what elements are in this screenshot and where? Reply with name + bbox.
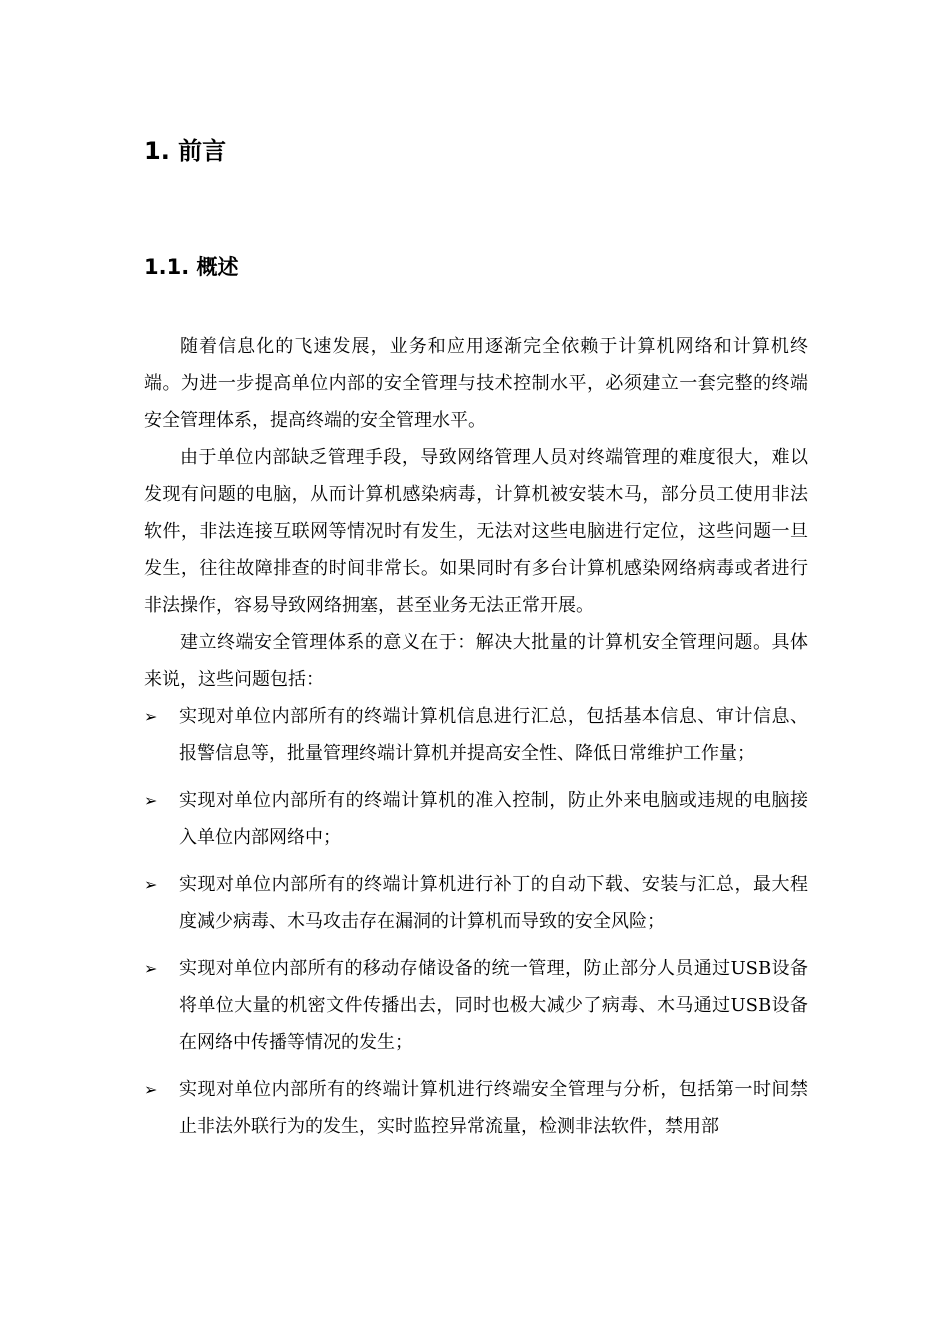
section-heading-1: 1. 前言 <box>144 137 227 165</box>
list-item-text: 实现对单位内部所有的移动存储设备的统一管理，防止部分人员通过USB设备将单位大量的机密文件传播出去，同时也极大减少了病毒、木马通过USB设备在网络中传播等情况的发生； <box>179 958 808 1053</box>
list-item <box>144 782 808 856</box>
body-text <box>144 328 808 1155</box>
list-item-text: 实现对单位内部所有的终端计算机进行终端安全管理与分析，包括第一时间禁止非法外联行为的发生，实时监控异常流量，检测非法软件，禁用部 <box>179 1079 808 1137</box>
arrow-bullet-icon: ➢ <box>144 707 158 726</box>
list-item <box>144 866 808 940</box>
arrow-bullet-icon: ➢ <box>144 959 158 978</box>
list-item-text: 实现对单位内部所有的终端计算机信息进行汇总，包括基本信息、审计信息、报警信息等，批量管理终端计算机并提高安全性、降低日常维护工作量； <box>179 706 808 764</box>
list-item <box>144 950 808 1061</box>
list-item <box>144 698 808 772</box>
list-item-text: 实现对单位内部所有的终端计算机进行补丁的自动下载、安装与汇总，最大程度减少病毒、木马攻击存在漏洞的计算机而导致的安全风险； <box>179 874 808 932</box>
paragraph: 随着信息化的飞速发展，业务和应用逐渐完全依赖于计算机网络和计算机终端。为进一步提高单位内部的安全管理与技术控制水平，必须建立一套完整的终端安全管理体系，提高终端的安全管理水平。 <box>144 336 808 431</box>
list-item <box>144 1071 808 1145</box>
paragraph: 建立终端安全管理体系的意义在于：解决大批量的计算机安全管理问题。具体来说，这些问题包括： <box>144 632 808 690</box>
list-item-text: 实现对单位内部所有的终端计算机的准入控制，防止外来电脑或违规的电脑接入单位内部网络中； <box>179 790 808 848</box>
arrow-bullet-icon: ➢ <box>144 875 158 894</box>
arrow-bullet-icon: ➢ <box>144 791 158 810</box>
section-heading-1-1: 1.1. 概述 <box>144 255 239 279</box>
paragraph: 由于单位内部缺乏管理手段，导致网络管理人员对终端管理的难度很大，难以发现有问题的电脑，从而计算机感染病毒，计算机被安装木马，部分员工使用非法软件，非法连接互联网等情况时有发生，无法对这些电脑进行定位，这些问题一旦发生，往往故障排查的时间非常长。如果同时有多台计算机感染网络病毒或者进行非法操作，容易导致网络拥塞，甚至业务无法正常开展。 <box>144 447 808 616</box>
bullet-list <box>144 698 808 1145</box>
arrow-bullet-icon: ➢ <box>144 1080 158 1099</box>
